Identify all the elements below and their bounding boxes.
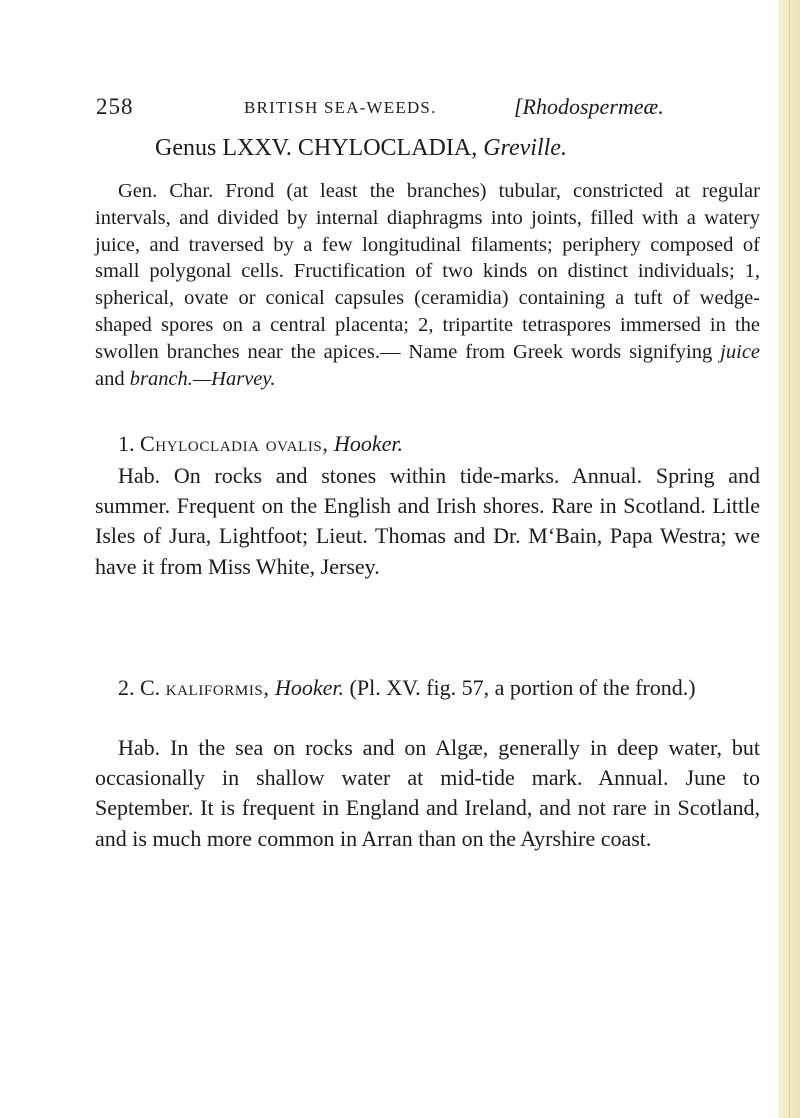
species-2-plate-note: (Pl. XV. fig. 57, a portion of the frond.) — [349, 675, 696, 700]
species-2-heading — [95, 673, 760, 703]
genus-character-paragraph — [95, 178, 760, 392]
species-2-habitat-paragraph — [95, 733, 760, 854]
species-1-heading — [95, 429, 760, 459]
genus-heading-author: Greville. — [483, 135, 567, 161]
running-header — [96, 94, 756, 124]
etymology-word-branch: branch. — [129, 367, 193, 390]
species-1-habitat-paragraph — [95, 461, 760, 582]
species-2-habitat: Hab. In the sea on rocks and on Algæ, generally in deep water, but occasionally in shallow water at mid-tide mark. Annual. June to September. It is frequent in England and Ireland, and not rare in Scotland, and is much more common in Arran than on the Ayrshire coast. — [95, 735, 760, 851]
etymology-and: and — [95, 367, 125, 390]
species-2-name: kaliformis, — [165, 675, 270, 700]
etymology-source: —Harvey. — [192, 367, 276, 390]
genus-heading-title: Genus LXXV. CHYLOCLADIA, — [155, 135, 478, 161]
etymology-word-juice: juice — [720, 340, 761, 363]
running-title: BRITISH SEA-WEEDS. — [244, 98, 437, 117]
genus-heading — [155, 135, 567, 162]
species-1-author: Hooker. — [333, 431, 404, 456]
page-number: 258 — [96, 94, 134, 119]
page-edge-line — [789, 0, 790, 1118]
species-2-name-prefix: C. — [140, 675, 161, 700]
species-1-name: Chylocladia ovalis, — [140, 431, 329, 456]
species-1-number: 1. — [118, 431, 135, 456]
species-2-number: 2. — [118, 675, 135, 700]
species-2-author: Hooker. — [274, 675, 345, 700]
species-1-habitat: Hab. On rocks and stones within tide-marks. Annual. Spring and summer. Frequent on the English and Irish shores. Rare in Scotland. Little Isles of Jura, Lightfoot; Lieut. Thomas and Dr. M‘Bain, Papa Westra; we have it from Miss White, Jersey. — [95, 463, 760, 579]
running-taxon: [Rhodospermeæ. — [514, 94, 664, 119]
genus-character-text: Gen. Char. Frond (at least the branches) tubular, constricted at regular intervals, and divided by internal diaphragms into joints, filled with a watery juice, and traversed by a few longitudinal filaments; periphery composed of small polygonal cells. Fructification of two kinds on distinct individuals; 1, spherical, ovate or conical capsules (ceramidia) containing a tuft of wedge-shaped spores on a central placenta; 2, tripartite tetraspores immersed in the swollen branches near the apices.— Name from Greek words signifying — [95, 180, 760, 363]
